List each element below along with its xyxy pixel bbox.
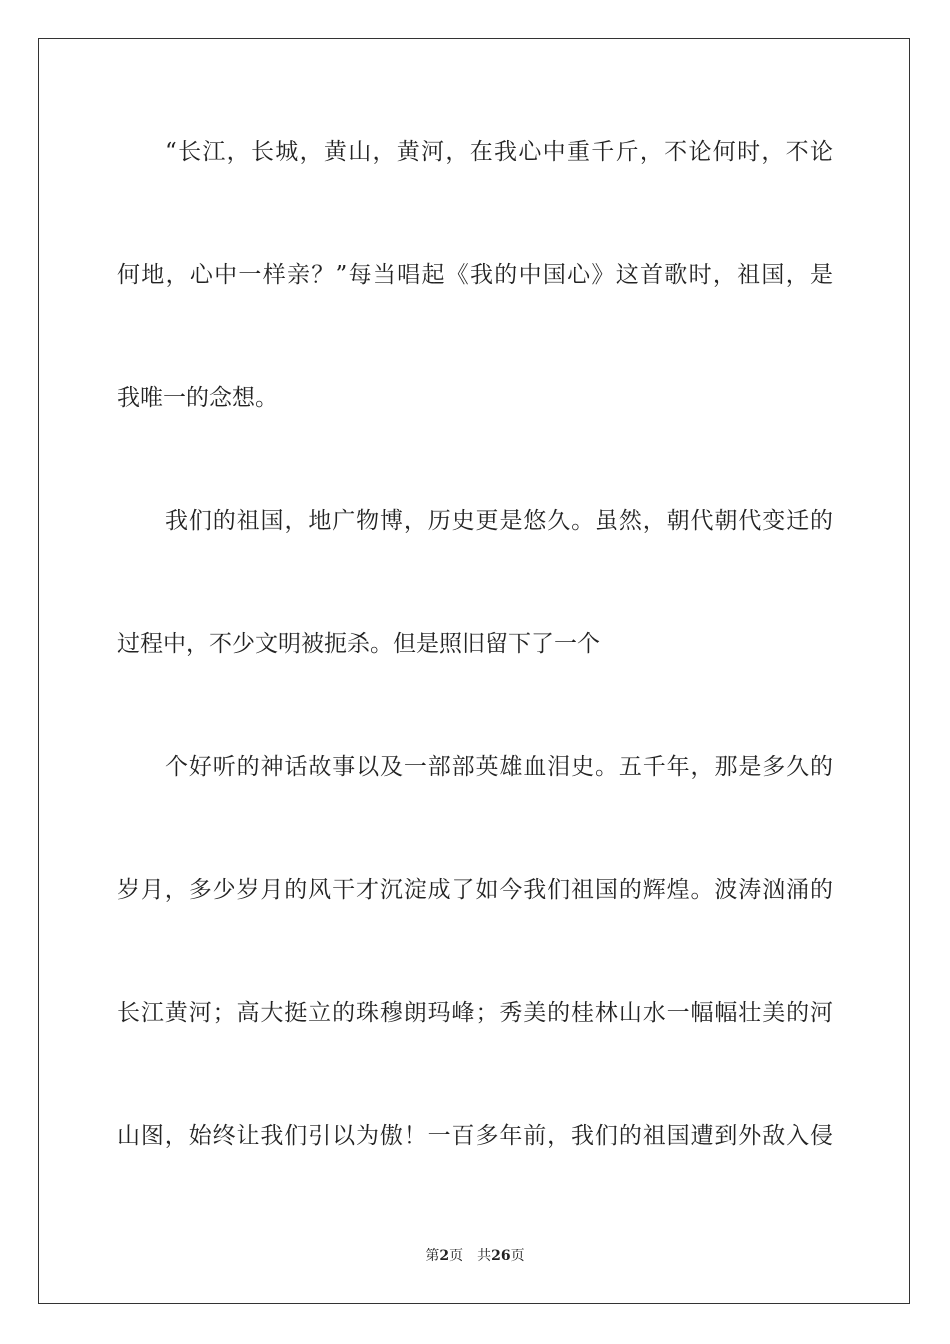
page-border (38, 38, 910, 1304)
footer-total-suffix: 页 (510, 1248, 525, 1264)
text-line-8: 长江黄河；高大挺立的珠穆朗玛峰；秀美的桂林山水一幅幅壮美的河 (117, 1000, 833, 1026)
text-line-2: 何地，心中一样亲？”每当唱起《我的中国心》这首歌时，祖国，是 (117, 262, 833, 288)
footer-total-pages: 26 (491, 1248, 511, 1264)
text-line-9: 山图，始终让我们引以为傲！一百多年前，我们的祖国遭到外敌入侵 (117, 1123, 833, 1149)
text-line-3: 我唯一的念想。 (117, 385, 278, 411)
text-line-6: 个好听的神话故事以及一部部英雄血泪史。五千年，那是多久的 (165, 754, 833, 780)
text-line-1: “长江，长城，黄山，黄河，在我心中重千斤，不论何时，不论 (165, 139, 833, 165)
footer-page-suffix: 页 (449, 1248, 464, 1264)
text-line-5: 过程中，不少文明被扼杀。但是照旧留下了一个 (117, 631, 600, 657)
page-footer (0, 1246, 950, 1266)
footer-page-number: 2 (439, 1248, 450, 1264)
text-line-7: 岁月，多少岁月的风干才沉淀成了如今我们祖国的辉煌。波涛汹涌的 (117, 877, 833, 903)
footer-prefix: 第 (425, 1248, 440, 1264)
footer-total-prefix: 共 (477, 1248, 492, 1264)
text-line-4: 我们的祖国，地广物博，历史更是悠久。虽然，朝代朝代变迁的 (165, 508, 833, 534)
